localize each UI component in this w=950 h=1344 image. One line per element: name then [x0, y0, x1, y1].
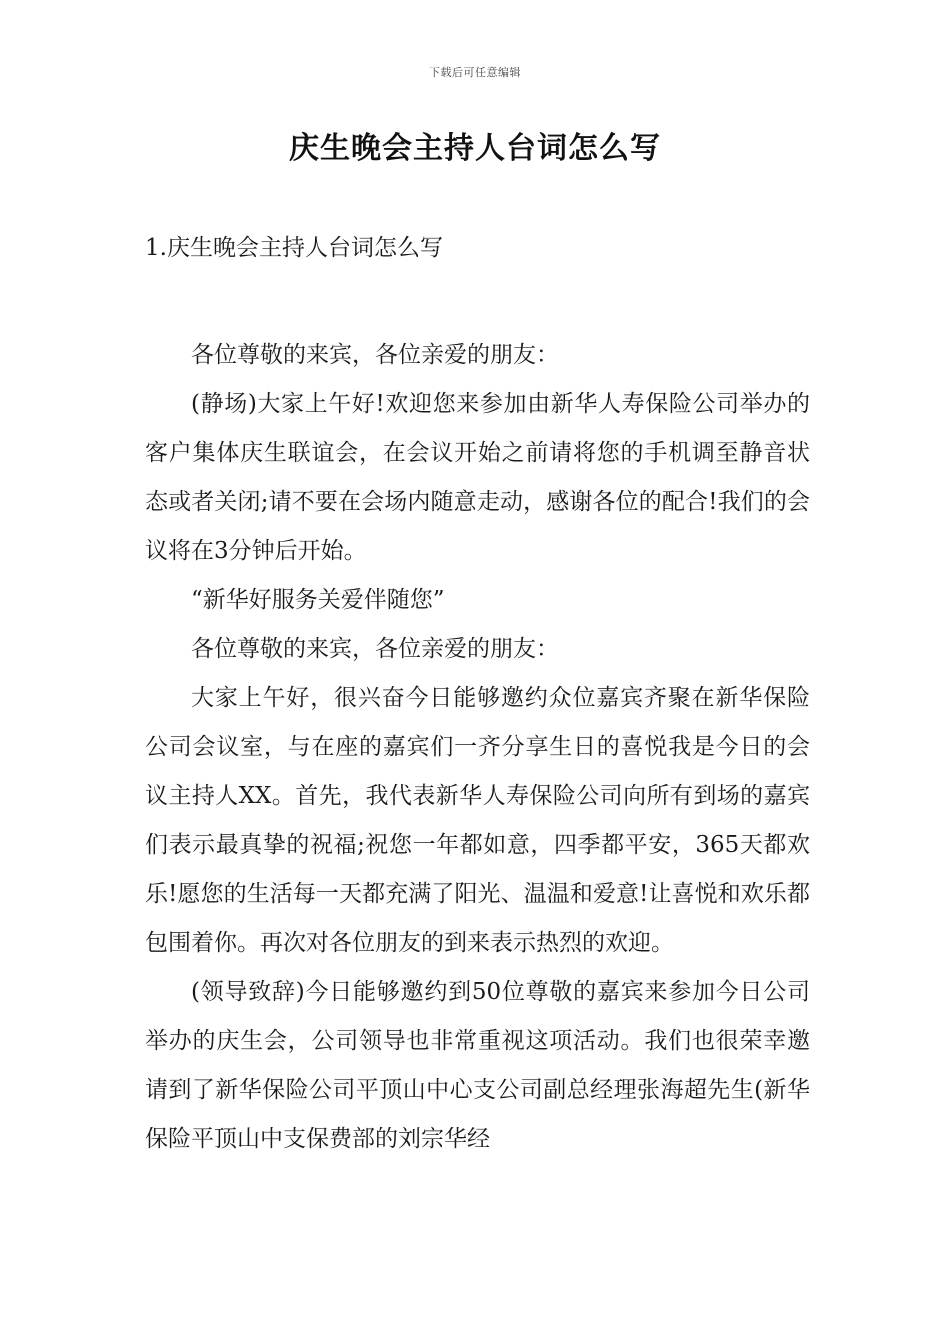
- paragraph-slogan: “新华好服务关爱伴随您”: [191, 587, 445, 613]
- paragraph-welcome-speech: 大家上午好，很兴奋今日能够邀约众位嘉宾齐聚在新华保险公司会议室，与在座的嘉宾们一齐分享生日的喜悦我是今日的会议主持人XX。首先，我代表新华人寿保险公司向所有到场的嘉宾们表示最真挚的祝福;祝您一年都如意，四季都平安，365天都欢乐!愿您的生活每一天都充满了阳光、温温和爱意!让喜悦和欢乐都包围着你。再次对各位朋友的到来表示热烈的欢迎。: [145, 685, 810, 956]
- paragraph-greeting: 各位尊敬的来宾，各位亲爱的朋友：: [191, 342, 559, 368]
- paragraph-opening-notice: (静场)大家上午好!欢迎您来参加由新华人寿保险公司举办的客户集体庆生联谊会，在会议开始之前请将您的手机调至静音状态或者关闭;请不要在会场内随意走动，感谢各位的配合!我们的会议将在3分钟后开始。: [145, 391, 810, 564]
- section-heading: 1.庆生晚会主持人台词怎么写: [145, 235, 443, 261]
- paragraph-leader-speech: (领导致辞)今日能够邀约到50位尊敬的嘉宾来参加今日公司举办的庆生会，公司领导也非常重视这项活动。我们也很荣幸邀请到了新华保险公司平顶山中心支公司副总经理张海超先生(新华保险平顶山中支保费部的刘宗华经: [145, 979, 810, 1152]
- paragraph-greeting-repeat: 各位尊敬的来宾，各位亲爱的朋友：: [191, 636, 559, 662]
- header-note: 下载后可任意编辑: [429, 66, 521, 79]
- document-body: [145, 331, 810, 1164]
- document-title: 庆生晚会主持人台词怎么写: [289, 131, 661, 166]
